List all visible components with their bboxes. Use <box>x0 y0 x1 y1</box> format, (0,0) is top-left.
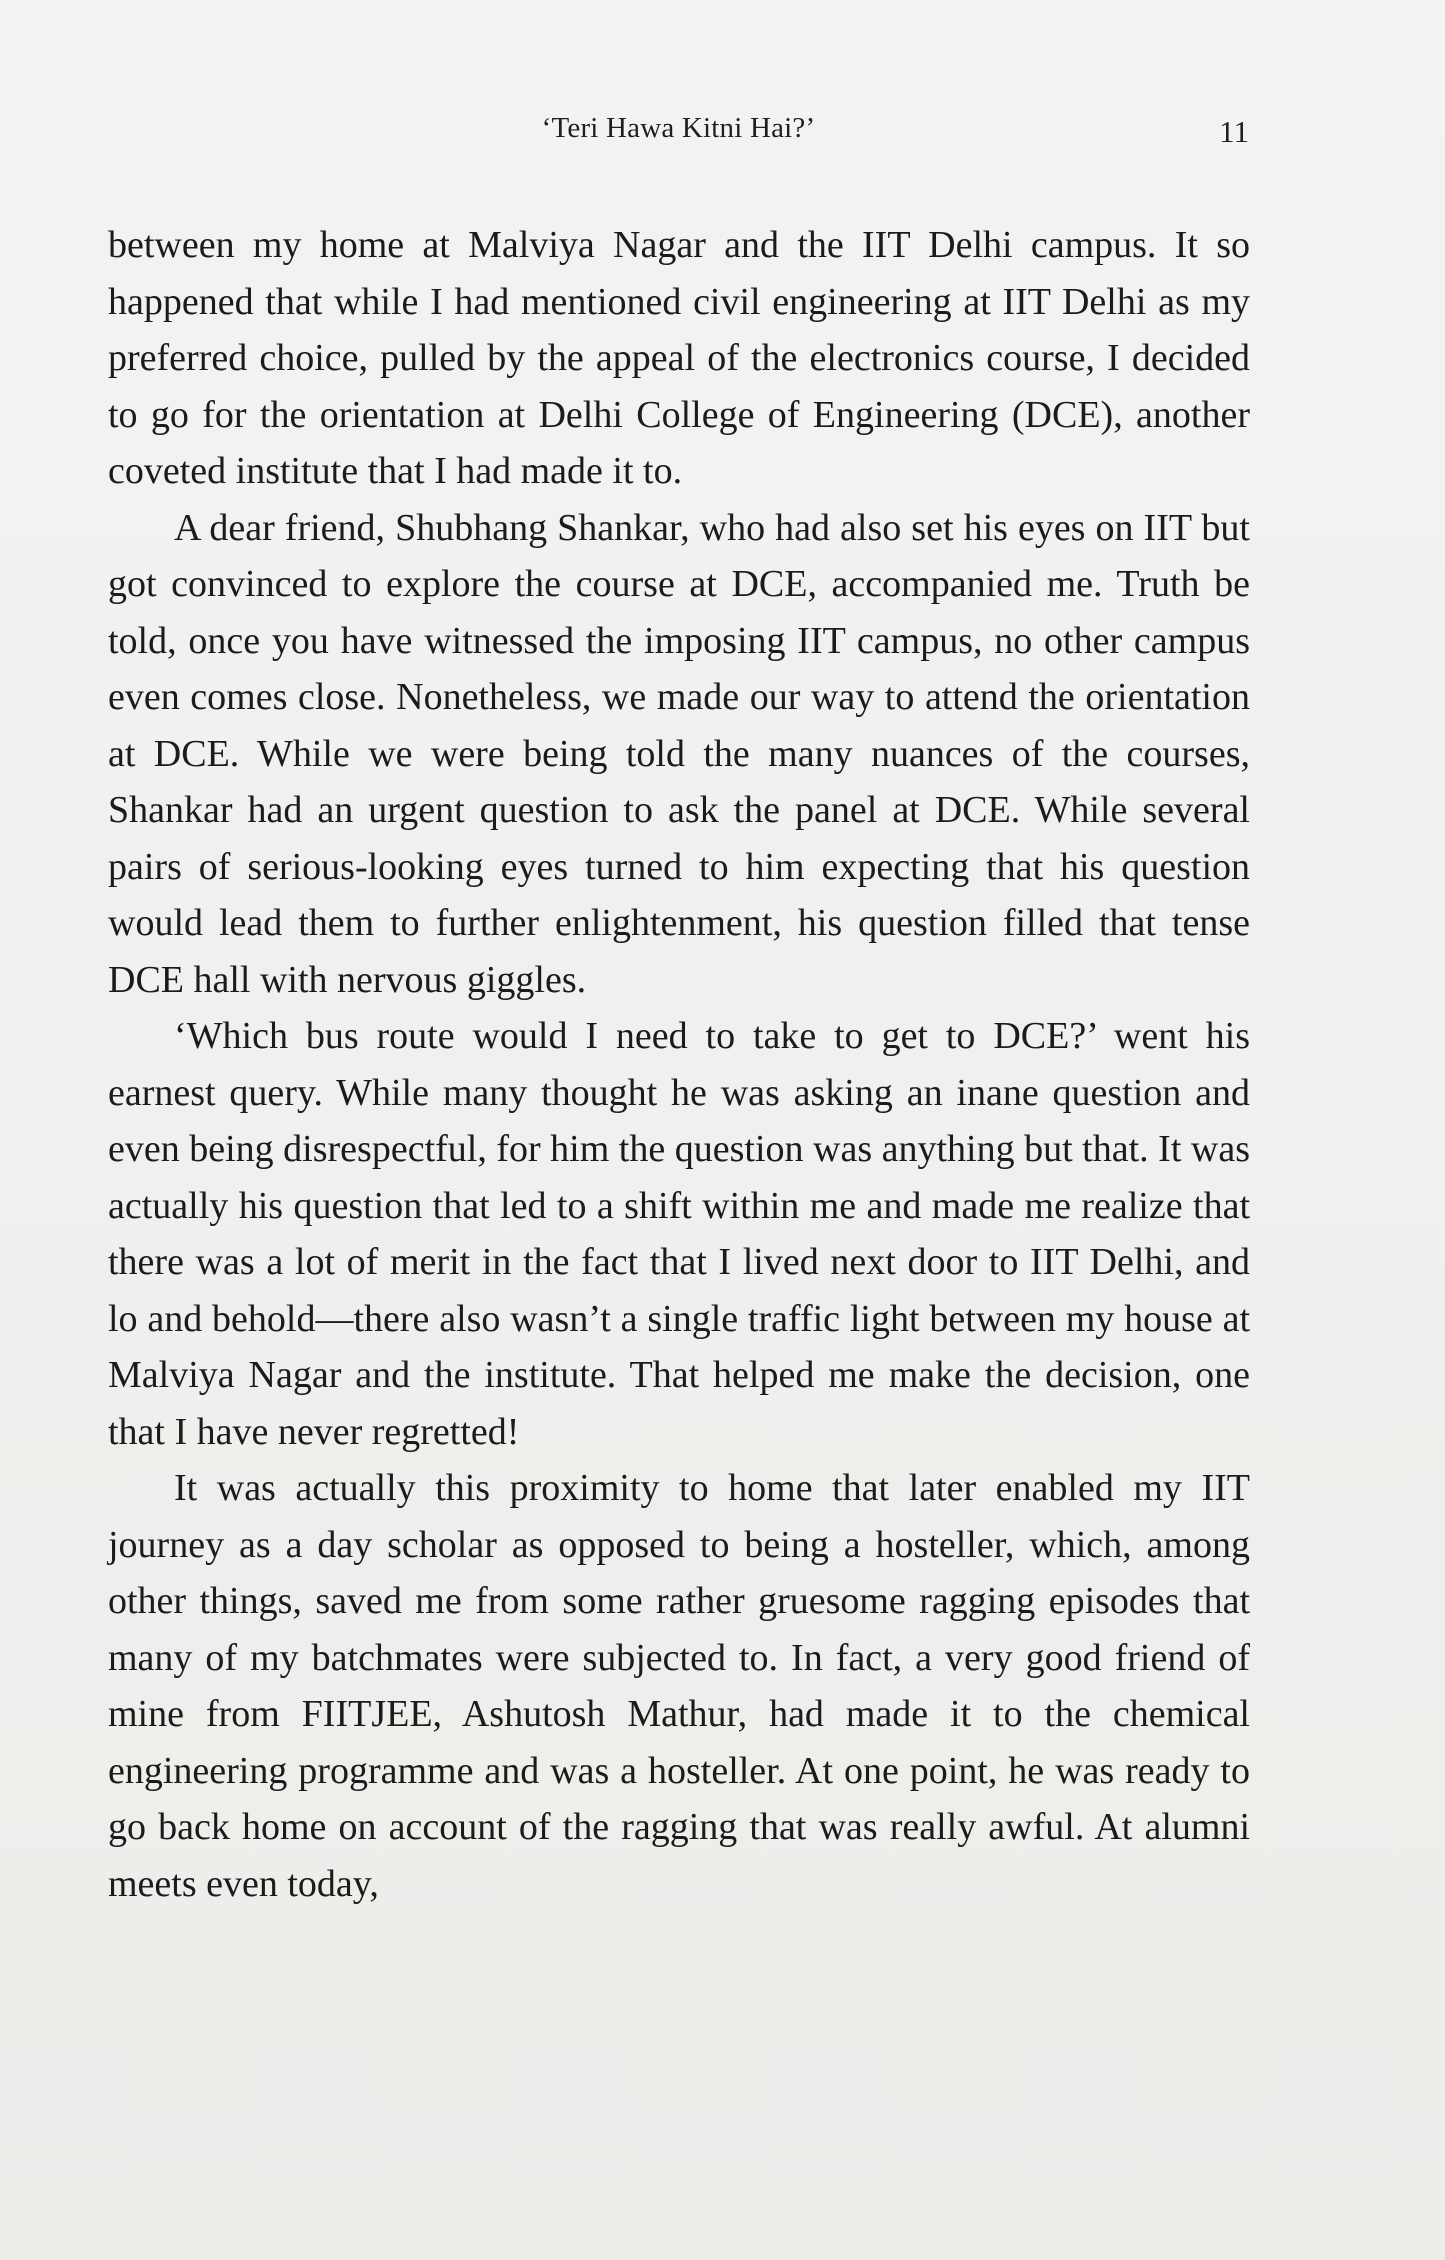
paragraph: It was actually this proximity to home that later enabled my IIT journey as a day scholar as opposed to being a hosteller, which, among other things, saved me from some rather gruesome ragging episodes that many of my batchmates were subjected to. In fact, a very good friend of mine from FIITJEE, Ashutosh Mathur, had made it to the chemical engineering programme and was a hosteller. At one point, he was ready to go back home on account of the ragging that was really awful. At alumni meets even today, <box>108 1467 1250 1905</box>
paragraph: A dear friend, Shubhang Shankar, who had also set his eyes on IIT but got convinced to explore the course at DCE, accompanied me. Truth be told, once you have witnessed the imposing IIT campus, no other campus even comes close. Nonetheless, we made our way to attend the orientation at DCE. While we were being told the many nuances of the courses, Shankar had an urgent question to ask the panel at DCE. While several pairs of serious-looking eyes turned to him expecting that his question would lead them to further enlightenment, his question filled that tense DCE hall with nervous giggles. <box>108 506 1250 1001</box>
page-number: 11 <box>1219 114 1249 149</box>
paragraph: ‘Which bus route would I need to take to get to DCE?’ went his earnest query. While many thought he was asking an inane question and even being disrespectful, for him the question was anything but that. It was actually his question that led to a shift within me and made me realize that there was a lot of merit in the fact that I lived next door to IIT Delhi, and lo and behold—there also wasn’t a single traffic light between my house at Malviya Nagar and the institute. That helped me make the decision, one that I have never regretted! <box>108 1015 1250 1453</box>
running-header-title: ‘Teri Hawa Kitni Hai?’ <box>541 112 816 144</box>
paragraph-continued: between my home at Malviya Nagar and the IIT Delhi campus. It so happened that while I had mentioned civil engineering at IIT Delhi as my preferred choice, pulled by the appeal of the electronics course, I decided to go for the orientation at Delhi College of Engineering (DCE), another coveted institute that I had made it to. <box>108 224 1250 492</box>
body-text <box>108 217 1250 1912</box>
